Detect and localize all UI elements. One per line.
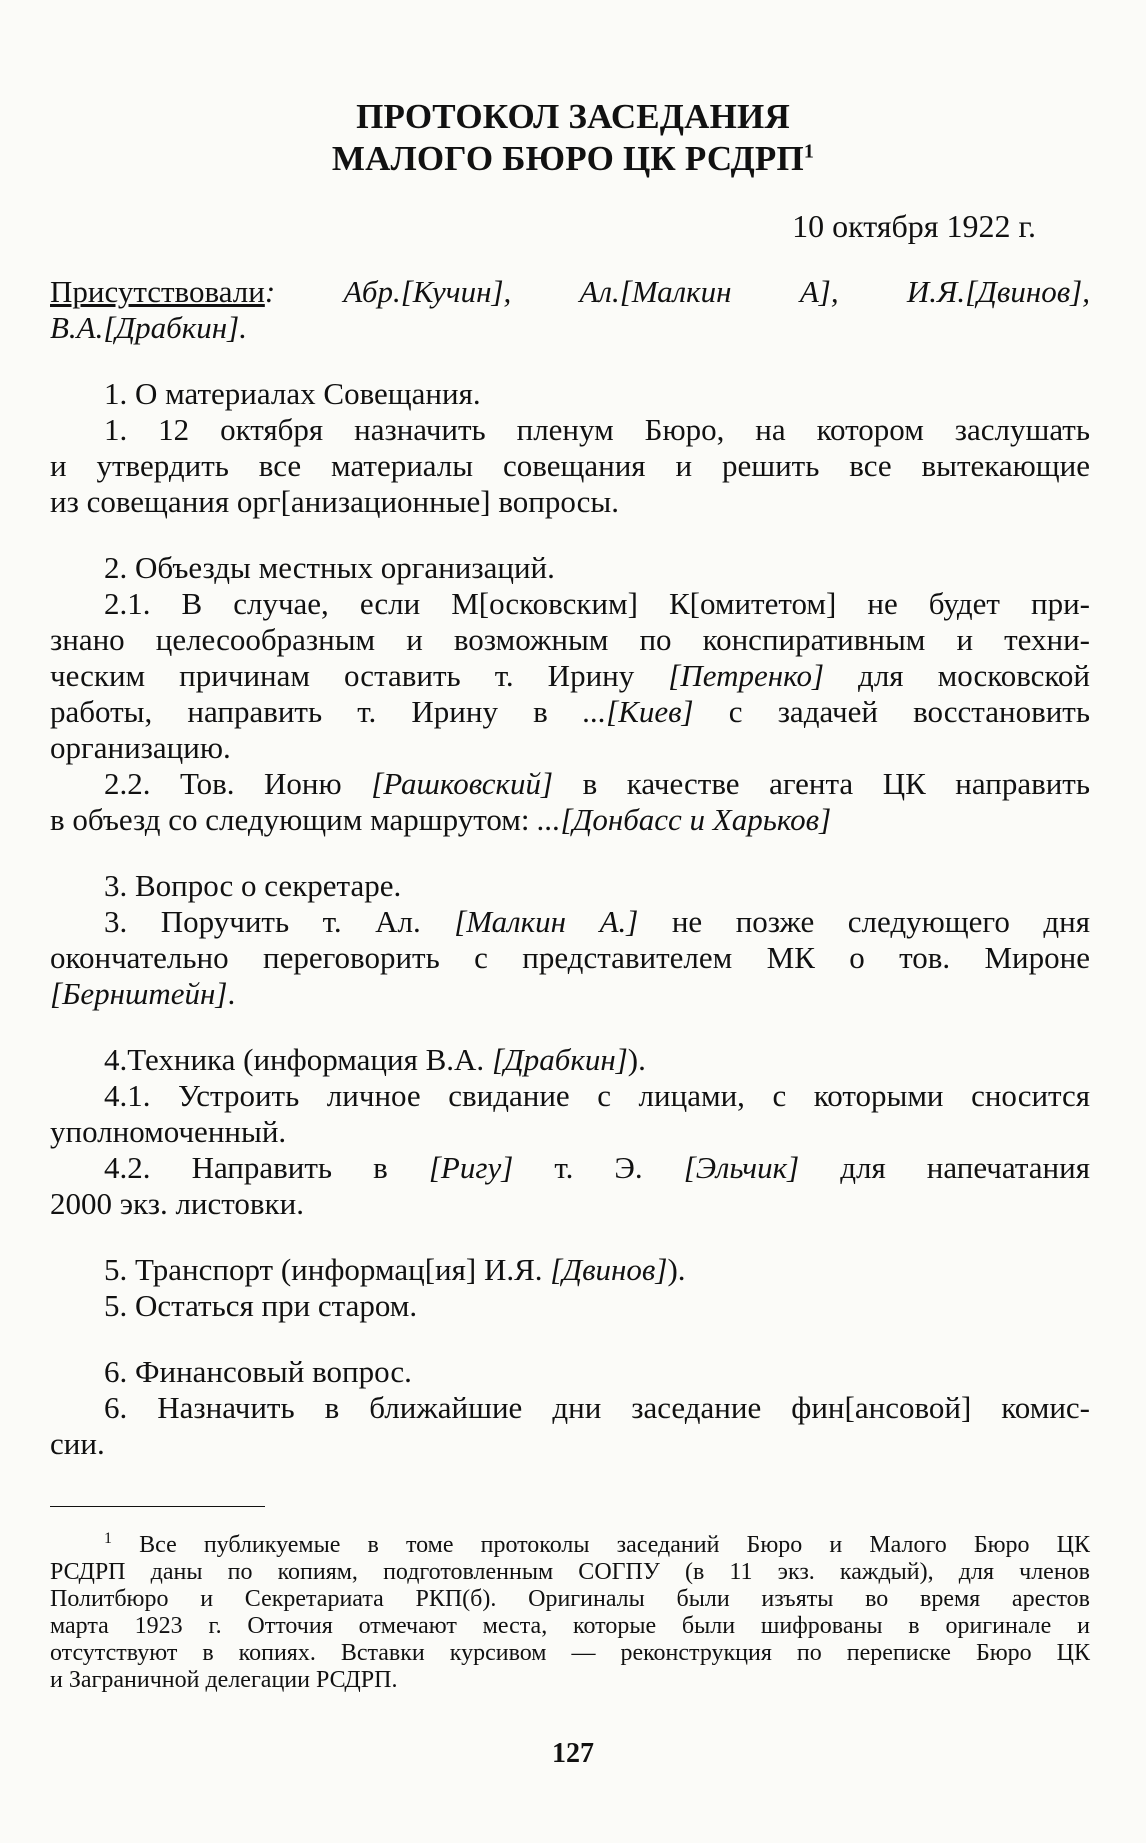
footnote-text: РСДРП даны по копиям, подготовленным СОГПУ (в 11 экз. каждый), для членов — [50, 1559, 1090, 1585]
item-4-1-text: 4.1. Устроить личное свидание с лицами, с которыми сносится — [104, 1078, 1090, 1113]
item-2-1-text: 2.1. В случае, если М[осковским] К[омитетом] не будет при- — [104, 586, 1090, 621]
item-5-text: 5. Остаться при старом. — [104, 1288, 418, 1323]
page-number: 127 — [552, 1738, 594, 1769]
item-2-2-text: 2.2. Тов. Ионю [Рашковский] в качестве агента ЦК направить — [104, 766, 1090, 801]
item-3-text: окончательно переговорить с представителем МК о тов. Мироне — [50, 940, 1090, 975]
footnote-text: и Заграничной делегации РСДРП. — [50, 1667, 398, 1693]
item-5-heading: 5. Транспорт (информац[ия] И.Я. [Двинов]). — [104, 1252, 686, 1287]
footnote-text: марта 1923 г. Отточия отмечают места, которые были шифрованы в оригинале и — [50, 1613, 1090, 1639]
attendees-line-1: Присутствовали: Абр.[Кучин], Ал.[Малкин А], И.Я.[Двинов], — [50, 274, 1090, 309]
title-line-2: МАЛОГО БЮРО ЦК РСДРП$^1$ — [331, 139, 815, 178]
item-4-1-text: уполномоченный. — [50, 1114, 287, 1149]
item-2-1-text: знано целесообразным и возможным по конспиративным и техни- — [50, 622, 1090, 657]
item-6-heading: 6. Финансовый вопрос. — [104, 1354, 412, 1389]
item-1-heading: 1. О материалах Совещания. — [104, 376, 481, 411]
item-4-2-text: 2000 экз. листовки. — [50, 1186, 304, 1221]
attendees-line-2: В.А.[Драбкин]. — [50, 310, 247, 345]
item-6-text: сии. — [50, 1426, 105, 1461]
item-3-text: [Бернштейн]. — [50, 976, 236, 1011]
footnote-text: Политбюро и Секретариата РКП(б). Оригиналы были изъяты во время арестов — [50, 1586, 1090, 1612]
item-1-text: и утвердить все материалы совещания и решить все вытекающие — [50, 448, 1090, 483]
item-2-heading: 2. Объезды местных организаций. — [104, 550, 555, 585]
item-4-heading: 4.Техника (информация В.А. [Драбкин]). — [104, 1042, 646, 1077]
item-2-1-text: работы, направить т. Ирину в ...[Киев] с задачей восстановить — [50, 694, 1090, 729]
item-3-text: 3. Поручить т. Ал. [Малкин А.] не позже следующего дня — [104, 904, 1090, 939]
item-2-1-text: ческим причинам оставить т. Ирину [Петренко] для московской — [50, 658, 1091, 693]
document-date: 10 октября 1922 г. — [792, 208, 1036, 244]
footnote-text: отсутствуют в копиях. Вставки курсивом — реконструкция по переписке Бюро ЦК — [50, 1640, 1090, 1666]
footnote-mark: 1 — [104, 1530, 112, 1547]
item-4-2-text: 4.2. Направить в [Ригу] т. Э. [Эльчик] для напечатания — [104, 1150, 1090, 1185]
item-1-text: из совещания орг[анизационные] вопросы. — [50, 484, 620, 519]
item-6-text: 6. Назначить в ближайшие дни заседание фин[ансовой] комис- — [104, 1390, 1090, 1425]
item-2-2-text: в объезд со следующим маршрутом: ...[Донбасс и Харьков] — [50, 802, 832, 837]
item-2-1-text: организацию. — [50, 730, 231, 765]
title-footnote-mark: 1 — [803, 140, 815, 163]
footnote-text: $^1$ Все публикуемые в томе протоколы заседаний Бюро и Малого Бюро ЦК — [104, 1530, 1091, 1558]
item-1-text: 1. 12 октября назначить пленум Бюро, на котором заслушать — [104, 412, 1090, 447]
footnote-divider — [50, 1506, 265, 1507]
item-3-heading: 3. Вопрос о секретаре. — [104, 868, 402, 903]
attendees-label: Присутствовали — [50, 274, 265, 309]
title-line-1: ПРОТОКОЛ ЗАСЕДАНИЯ — [356, 97, 790, 136]
